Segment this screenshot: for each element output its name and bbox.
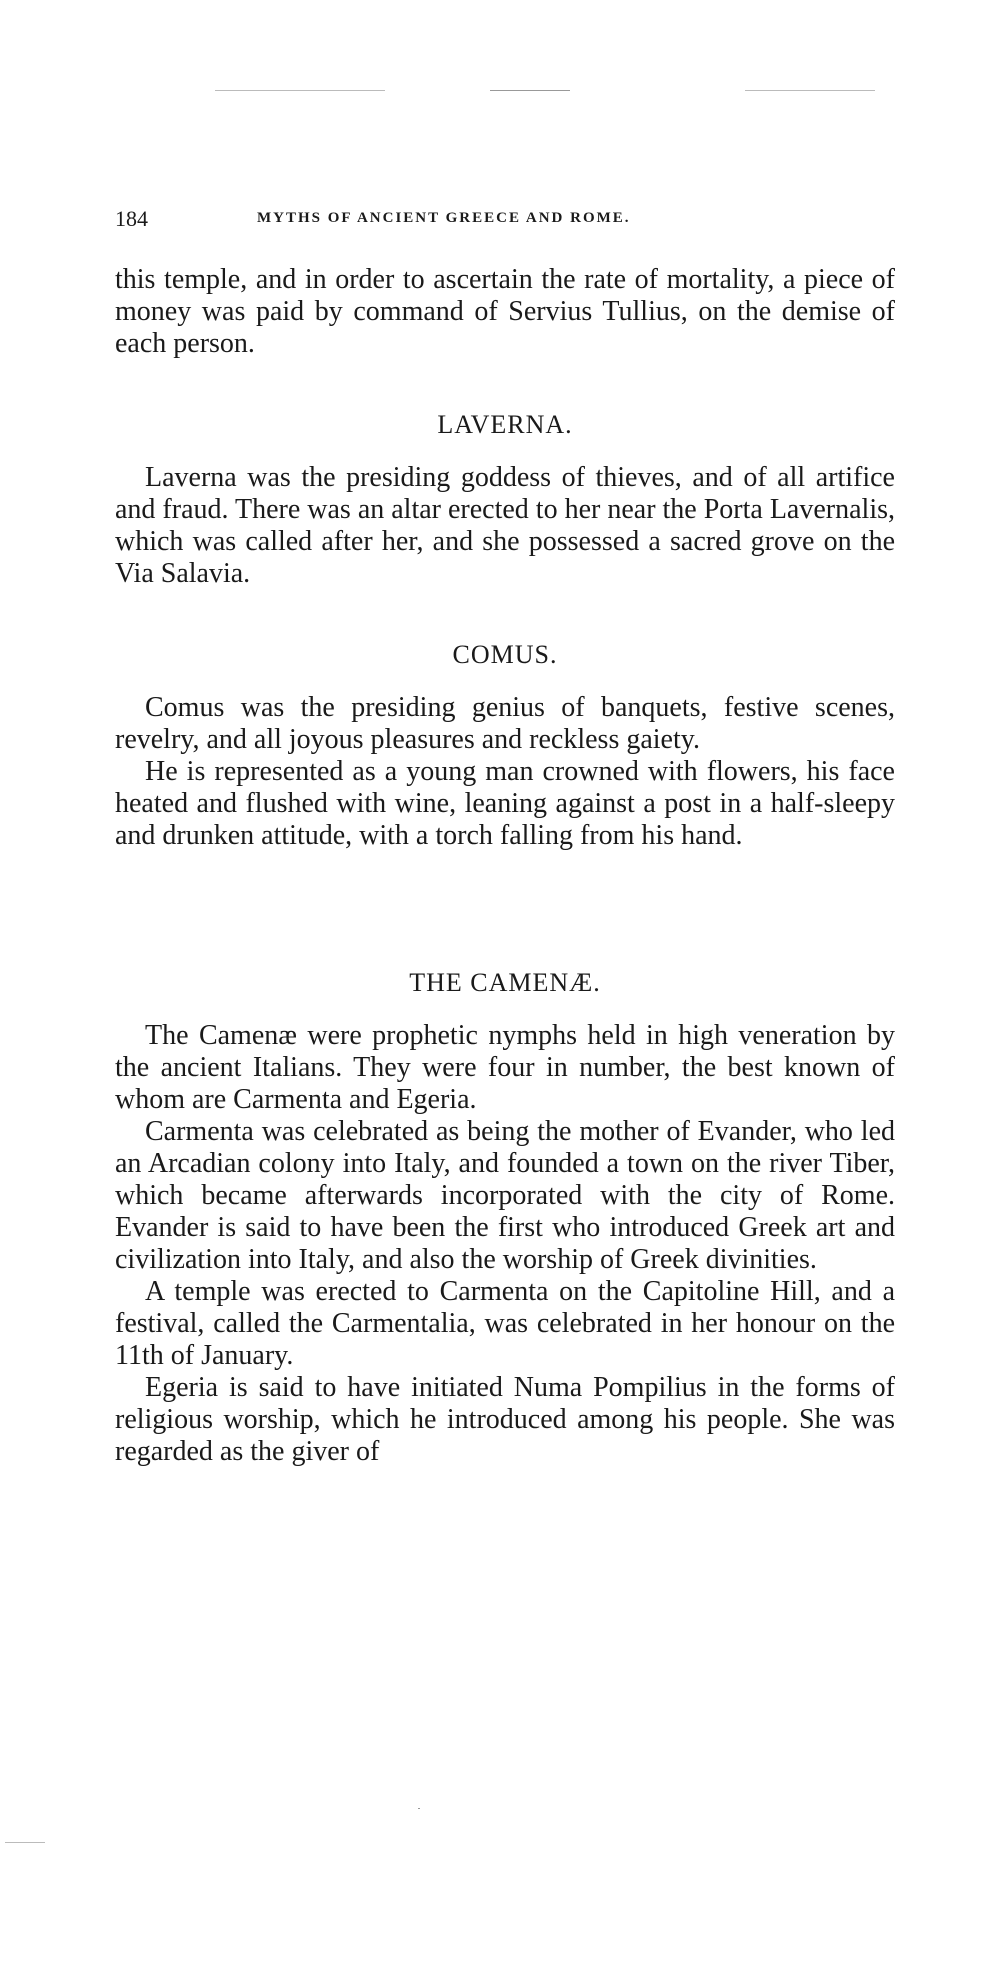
running-head (115, 206, 890, 236)
scan-artifact (745, 90, 875, 91)
section-heading-comus: COMUS. (452, 640, 558, 669)
paragraph: this temple, and in order to ascertain the rate of mortality, a piece of money was paid by command of Servius Tullius, on the demise of each person. (115, 264, 895, 359)
running-title: MYTHS OF ANCIENT GREECE AND ROME. (257, 210, 631, 226)
paragraph: Laverna was the presiding goddess of thieves, and of all artifice and fraud. There was an altar erected to her near the Porta Lavernalis, which was called after her, and she possessed a sacred grove on the Via Salavia. (115, 462, 895, 589)
paragraph: Egeria is said to have initiated Numa Pompilius in the forms of religious worship, which he introduced among his people. She was regarded as the giver of (115, 1372, 895, 1467)
paragraph: Carmenta was celebrated as being the mother of Evander, who led an Arcadian colony into Italy, and founded a town on the river Tiber, which became afterwards incorporated with the city of Rome. Evander is said to have been the first who introduced Greek art and civilization into Italy, and also the worship of Greek divinities. (115, 1116, 895, 1275)
section-heading-camenae: THE CAMENÆ. (409, 968, 601, 997)
section-body-laverna (115, 462, 895, 590)
scan-artifact (5, 1842, 45, 1843)
paragraph: Comus was the presiding genius of banquets, festive scenes, revelry, and all joyous pleasures and reckless gaiety. (115, 692, 895, 755)
section-body-comus (115, 692, 895, 852)
scan-artifact (215, 90, 385, 91)
section-heading-laverna: LAVERNA. (437, 410, 573, 439)
paragraph: The Camenæ were prophetic nymphs held in high veneration by the ancient Italians. They were four in number, the best known of whom are Carmenta and Egeria. (115, 1020, 895, 1115)
page-number: 184 (115, 206, 148, 231)
scan-artifact (490, 90, 570, 91)
opening-text-block (115, 264, 895, 360)
paragraph: A temple was erected to Carmenta on the Capitoline Hill, and a festival, called the Carmentalia, was celebrated in her honour on the 11th of January. (115, 1276, 895, 1371)
section-body-camenae (115, 1020, 895, 1468)
paragraph: He is represented as a young man crowned with flowers, his face heated and flushed with wine, leaning against a post in a half-sleepy and drunken attitude, with a torch falling from his hand. (115, 756, 895, 851)
scan-artifact (418, 1808, 420, 1809)
